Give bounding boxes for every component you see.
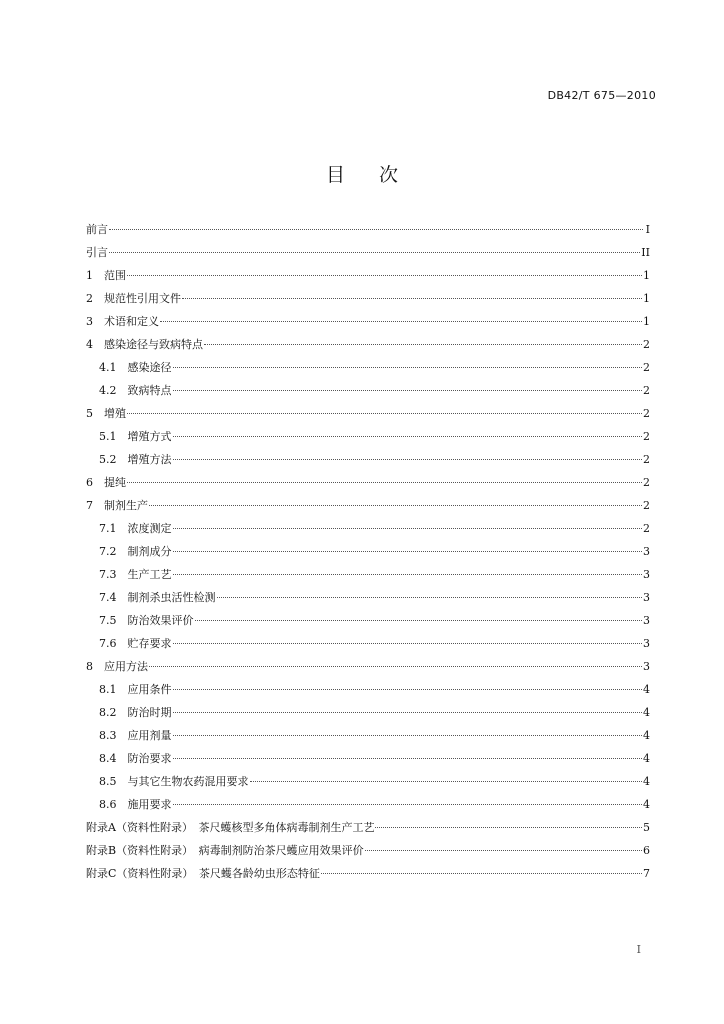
toc-entry-number: 1 (86, 269, 104, 282)
toc-entry-label: 茶尺蠖核型多角体病毒制剂生产工艺 (198, 821, 375, 834)
toc-entry-label: 范围 (104, 269, 126, 282)
toc-entry-number: 附录B（资料性附录） (86, 844, 199, 857)
toc-leader-dots (127, 275, 642, 276)
toc-entry[interactable] (86, 816, 650, 839)
toc-entry-label: 应用剂量 (127, 729, 172, 742)
toc-entry-label: 感染途径与致病特点 (104, 338, 203, 351)
toc-entry-number: 8.4 (99, 752, 128, 765)
toc-entry[interactable] (86, 425, 650, 448)
toc-entry-label: 施用要求 (127, 798, 172, 811)
toc-entry-number: 7.2 (99, 545, 128, 558)
toc-entry-number: 8.5 (99, 775, 128, 788)
toc-entry-label: 应用方法 (104, 660, 148, 673)
toc-entry[interactable] (86, 494, 650, 517)
toc-entry-page: 2 (643, 384, 650, 397)
toc-leader-dots (204, 344, 642, 345)
toc-entry-number: 7.5 (99, 614, 128, 627)
toc-entry[interactable] (86, 448, 650, 471)
toc-entry-label: 提纯 (104, 476, 126, 489)
toc-leader-dots (173, 390, 643, 391)
toc-entry-page: 7 (643, 867, 650, 880)
toc-entry[interactable] (86, 701, 650, 724)
toc-leader-dots (195, 620, 643, 621)
toc-leader-dots (321, 873, 642, 874)
title-char-1: 目 (325, 164, 345, 186)
toc-entry-page: 4 (643, 752, 650, 765)
toc-entry-number: 8.1 (99, 683, 128, 696)
toc-entry-page: 1 (643, 292, 650, 305)
toc-entry[interactable] (86, 586, 650, 609)
toc-entry-page: 3 (643, 591, 650, 604)
toc-entry[interactable] (86, 770, 650, 793)
toc-entry-number: 8 (86, 660, 104, 673)
toc-entry-number: 6 (86, 476, 104, 489)
toc-entry-number: 4 (86, 338, 104, 351)
toc-entry-page: 3 (643, 568, 650, 581)
toc-entry-number: 4.1 (99, 361, 128, 374)
toc-entry-label: 制剂杀虫活性检测 (127, 591, 216, 604)
toc-entry-number: 7.6 (99, 637, 128, 650)
toc-entry-label: 制剂成分 (127, 545, 172, 558)
toc-entry-number: 7 (86, 499, 104, 512)
toc-leader-dots (127, 482, 642, 483)
toc-entry-number: 8.3 (99, 729, 128, 742)
toc-entry-page: 3 (643, 614, 650, 627)
table-of-contents (86, 218, 650, 885)
toc-leader-dots (149, 505, 642, 506)
toc-entry-page: 1 (643, 315, 650, 328)
toc-entry-number: 7.1 (99, 522, 128, 535)
toc-leader-dots (173, 712, 643, 713)
toc-entry-page: 2 (643, 499, 650, 512)
toc-leader-dots (217, 597, 643, 598)
toc-entry-page: 2 (643, 338, 650, 351)
toc-leader-dots (109, 252, 640, 253)
toc-leader-dots (182, 298, 642, 299)
standard-code: DB42/T 675—2010 (547, 89, 656, 102)
toc-entry[interactable] (86, 517, 650, 540)
toc-entry-number: 2 (86, 292, 104, 305)
toc-entry-label: 茶尺蠖各龄幼虫形态特征 (198, 867, 320, 880)
toc-entry-page: 4 (643, 683, 650, 696)
toc-entry-page: 4 (643, 798, 650, 811)
toc-entry-number: 3 (86, 315, 104, 328)
toc-leader-dots (173, 735, 643, 736)
toc-entry-label: 防治效果评价 (127, 614, 194, 627)
toc-entry[interactable] (86, 471, 650, 494)
toc-entry-label: 贮存要求 (127, 637, 172, 650)
toc-entry-page: 2 (643, 430, 650, 443)
toc-entry[interactable] (86, 609, 650, 632)
page-folio: I (636, 943, 641, 956)
toc-entry-page: 2 (643, 453, 650, 466)
toc-entry[interactable] (86, 793, 650, 816)
toc-entry-label: 病毒制剂防治茶尺蠖应用效果评价 (198, 844, 364, 857)
toc-entry-number: 8.6 (99, 798, 128, 811)
toc-entry-page: II (641, 246, 650, 259)
toc-entry-label: 引言 (86, 246, 108, 259)
toc-entry-number: 7.3 (99, 568, 128, 581)
toc-entry-label: 致病特点 (127, 384, 172, 397)
toc-entry[interactable] (86, 218, 650, 241)
toc-entry-number: 8.2 (99, 706, 128, 719)
toc-entry[interactable] (86, 747, 650, 770)
toc-entry-label: 制剂生产 (104, 499, 148, 512)
toc-entry[interactable] (86, 264, 650, 287)
toc-entry-page: 3 (643, 637, 650, 650)
toc-entry-label: 术语和定义 (104, 315, 159, 328)
toc-entry[interactable] (86, 310, 650, 333)
toc-leader-dots (109, 229, 643, 230)
toc-entry[interactable] (86, 839, 650, 862)
toc-entry[interactable] (86, 724, 650, 747)
toc-leader-dots (173, 436, 643, 437)
page-title (0, 160, 724, 187)
toc-leader-dots (173, 574, 643, 575)
toc-entry-number: 5.2 (99, 453, 128, 466)
toc-entry-number: 5.1 (99, 430, 128, 443)
toc-entry-page: 2 (643, 407, 650, 420)
toc-leader-dots (250, 781, 643, 782)
toc-entry-page: 4 (643, 729, 650, 742)
toc-leader-dots (149, 666, 642, 667)
toc-entry-label: 生产工艺 (127, 568, 172, 581)
toc-entry[interactable] (86, 333, 650, 356)
toc-entry-label: 规范性引用文件 (104, 292, 181, 305)
toc-entry-page: 2 (643, 361, 650, 374)
toc-entry-label: 与其它生物农药混用要求 (127, 775, 249, 788)
toc-entry-page: I (645, 223, 650, 236)
toc-entry-label: 防治时期 (127, 706, 172, 719)
toc-leader-dots (160, 321, 642, 322)
toc-entry-page: 1 (643, 269, 650, 282)
toc-entry-page: 5 (643, 821, 650, 834)
toc-entry-label: 浓度测定 (127, 522, 172, 535)
toc-entry[interactable] (86, 287, 650, 310)
toc-entry-label: 感染途径 (127, 361, 172, 374)
toc-entry-label: 增殖 (104, 407, 126, 420)
title-char-2: 次 (379, 164, 399, 186)
toc-leader-dots (375, 827, 642, 828)
toc-entry-label: 增殖方式 (127, 430, 172, 443)
toc-entry-page: 2 (643, 522, 650, 535)
toc-entry[interactable] (86, 862, 650, 885)
toc-entry[interactable] (86, 402, 650, 425)
toc-leader-dots (127, 413, 642, 414)
toc-entry[interactable] (86, 379, 650, 402)
toc-leader-dots (173, 643, 643, 644)
toc-entry-number: 附录A（资料性附录） (86, 821, 199, 834)
toc-entry-number: 5 (86, 407, 104, 420)
toc-entry-number: 附录C（资料性附录） (86, 867, 199, 880)
toc-leader-dots (365, 850, 642, 851)
toc-entry-page: 3 (643, 545, 650, 558)
toc-entry[interactable] (86, 241, 650, 264)
toc-entry[interactable] (86, 563, 650, 586)
toc-leader-dots (173, 367, 643, 368)
toc-entry-page: 2 (643, 476, 650, 489)
toc-entry[interactable] (86, 632, 650, 655)
toc-entry-label: 防治要求 (127, 752, 172, 765)
toc-entry[interactable] (86, 356, 650, 379)
toc-leader-dots (173, 689, 643, 690)
toc-leader-dots (173, 758, 643, 759)
toc-entry-number: 4.2 (99, 384, 128, 397)
toc-entry-label: 增殖方法 (127, 453, 172, 466)
toc-entry-number: 7.4 (99, 591, 128, 604)
toc-entry-label: 前言 (86, 223, 108, 236)
toc-entry-page: 4 (643, 775, 650, 788)
toc-entry-label: 应用条件 (127, 683, 172, 696)
toc-leader-dots (173, 528, 643, 529)
toc-entry[interactable] (86, 678, 650, 701)
toc-leader-dots (173, 551, 643, 552)
toc-leader-dots (173, 804, 643, 805)
toc-leader-dots (173, 459, 643, 460)
toc-entry-page: 3 (643, 660, 650, 673)
toc-entry-page: 4 (643, 706, 650, 719)
toc-entry[interactable] (86, 655, 650, 678)
toc-entry[interactable] (86, 540, 650, 563)
toc-entry-page: 6 (643, 844, 650, 857)
